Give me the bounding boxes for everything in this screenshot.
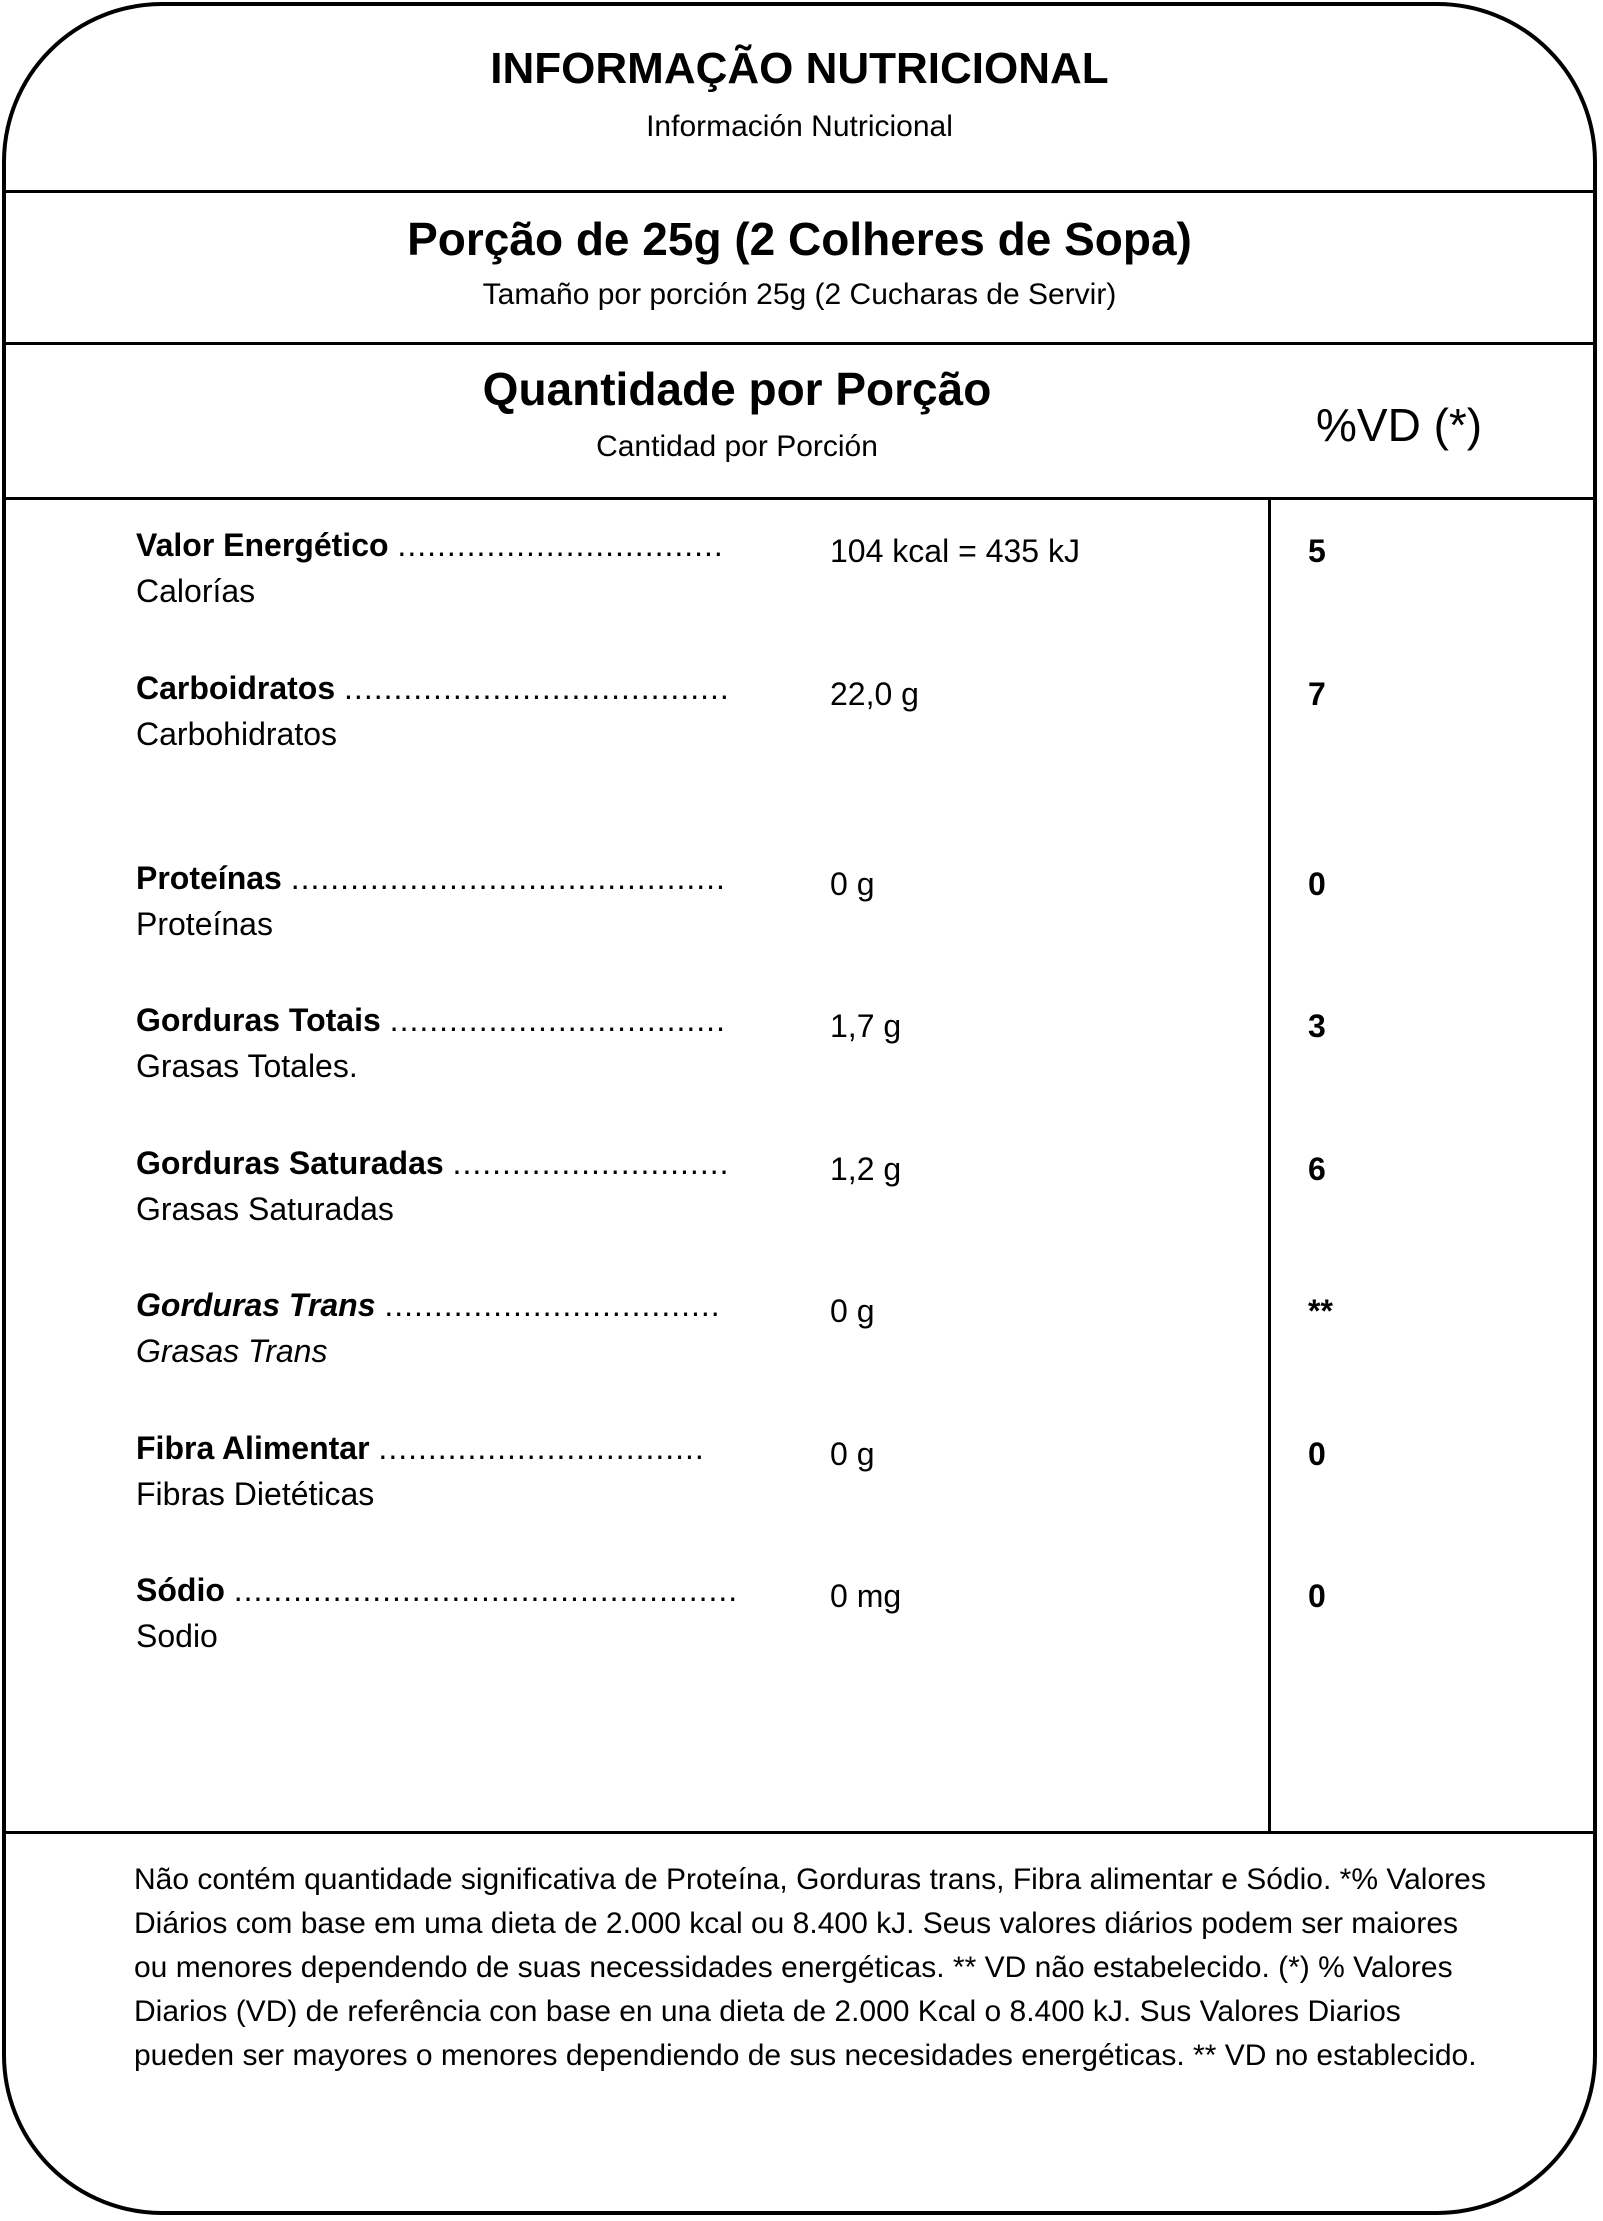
nutrient-value: 1,7 g bbox=[830, 1008, 902, 1044]
divider-header bbox=[6, 190, 1593, 193]
nutrient-subname: Carbohidratos bbox=[136, 716, 337, 752]
nutrient-row bbox=[6, 1572, 1593, 1672]
nutrient-vd: 6 bbox=[1308, 1151, 1326, 1187]
nutrient-subname: Grasas Trans bbox=[136, 1333, 328, 1369]
nutrient-value: 0 g bbox=[830, 866, 875, 902]
nutrient-name: Proteínas ............................................ bbox=[136, 860, 726, 896]
nutrient-subname: Grasas Totales. bbox=[136, 1048, 358, 1084]
footnote: Não contém quantidade significativa de Proteína, Gorduras trans, Fibra alimentar e Sódio. *% Valores Diários com base em uma dieta de 2.000 kcal ou 8.400 kJ. Seus valores diários podem ser maiores ou menores dependendo de suas necessidades energéticas. ** VD não estabelecido. (*) % Valores Diarios (VD) de referência con base en una dieta de 2.000 Kcal o 8.400 kJ. Sus Valores Diarios pueden ser mayores o menores dependiendo de sus necesidades energéticas. ** VD no establecido. bbox=[134, 1863, 1486, 2072]
nutrient-name: Fibra Alimentar ................................. bbox=[136, 1430, 705, 1466]
vd-header: %VD (*) bbox=[1316, 399, 1483, 451]
nutrient-row bbox=[6, 527, 1593, 627]
nutrient-vd: 3 bbox=[1308, 1008, 1326, 1044]
nutrient-value: 0 mg bbox=[830, 1578, 902, 1614]
divider-portion bbox=[6, 342, 1593, 345]
nutrient-subname: Fibras Dietéticas bbox=[136, 1476, 375, 1512]
nutrient-name: Gorduras Saturadas ............................ bbox=[136, 1145, 730, 1181]
divider-columns bbox=[6, 497, 1593, 500]
nutrient-row bbox=[6, 1287, 1593, 1387]
nutrient-name: Carboidratos ....................................... bbox=[136, 670, 730, 706]
divider-footnote bbox=[6, 1831, 1593, 1834]
nutrient-row bbox=[6, 1145, 1593, 1245]
quantity-subheader: Cantidad por Porción bbox=[596, 430, 878, 463]
nutrient-vd: ** bbox=[1308, 1293, 1333, 1329]
nutrient-vd: 0 bbox=[1308, 1436, 1326, 1472]
label-subtitle: Información Nutricional bbox=[646, 110, 953, 143]
nutrient-row bbox=[6, 1430, 1593, 1530]
nutrient-row bbox=[6, 860, 1593, 960]
nutrient-value: 0 g bbox=[830, 1293, 875, 1329]
nutrient-name: Sódio ................................................... bbox=[136, 1572, 739, 1608]
portion-title: Porção de 25g (2 Colheres de Sopa) bbox=[407, 213, 1192, 265]
nutrient-vd: 7 bbox=[1308, 676, 1326, 712]
nutrient-row bbox=[6, 670, 1593, 770]
nutrient-row bbox=[6, 1002, 1593, 1102]
nutrient-vd: 5 bbox=[1308, 533, 1326, 569]
nutrient-value: 22,0 g bbox=[830, 676, 919, 712]
nutrient-subname: Grasas Saturadas bbox=[136, 1191, 394, 1227]
nutrient-value: 1,2 g bbox=[830, 1151, 902, 1187]
nutrient-subname: Calorías bbox=[136, 573, 256, 609]
nutrient-name: Valor Energético ................................. bbox=[136, 527, 724, 563]
nutrient-subname: Sodio bbox=[136, 1618, 218, 1654]
nutrition-label bbox=[2, 2, 1597, 2215]
nutrient-subname: Proteínas bbox=[136, 906, 273, 942]
nutrient-vd: 0 bbox=[1308, 866, 1326, 902]
nutrient-value: 0 g bbox=[830, 1436, 875, 1472]
nutrient-value: 104 kcal = 435 kJ bbox=[830, 533, 1080, 569]
quantity-header: Quantidade por Porção bbox=[482, 363, 992, 415]
nutrient-name: Gorduras Trans .................................. bbox=[136, 1287, 721, 1323]
portion-subtitle: Tamaño por porción 25g (2 Cucharas de Servir) bbox=[482, 278, 1117, 311]
nutrient-vd: 0 bbox=[1308, 1578, 1326, 1614]
label-title: INFORMAÇÃO NUTRICIONAL bbox=[490, 44, 1109, 93]
nutrient-name: Gorduras Totais .................................. bbox=[136, 1002, 726, 1038]
